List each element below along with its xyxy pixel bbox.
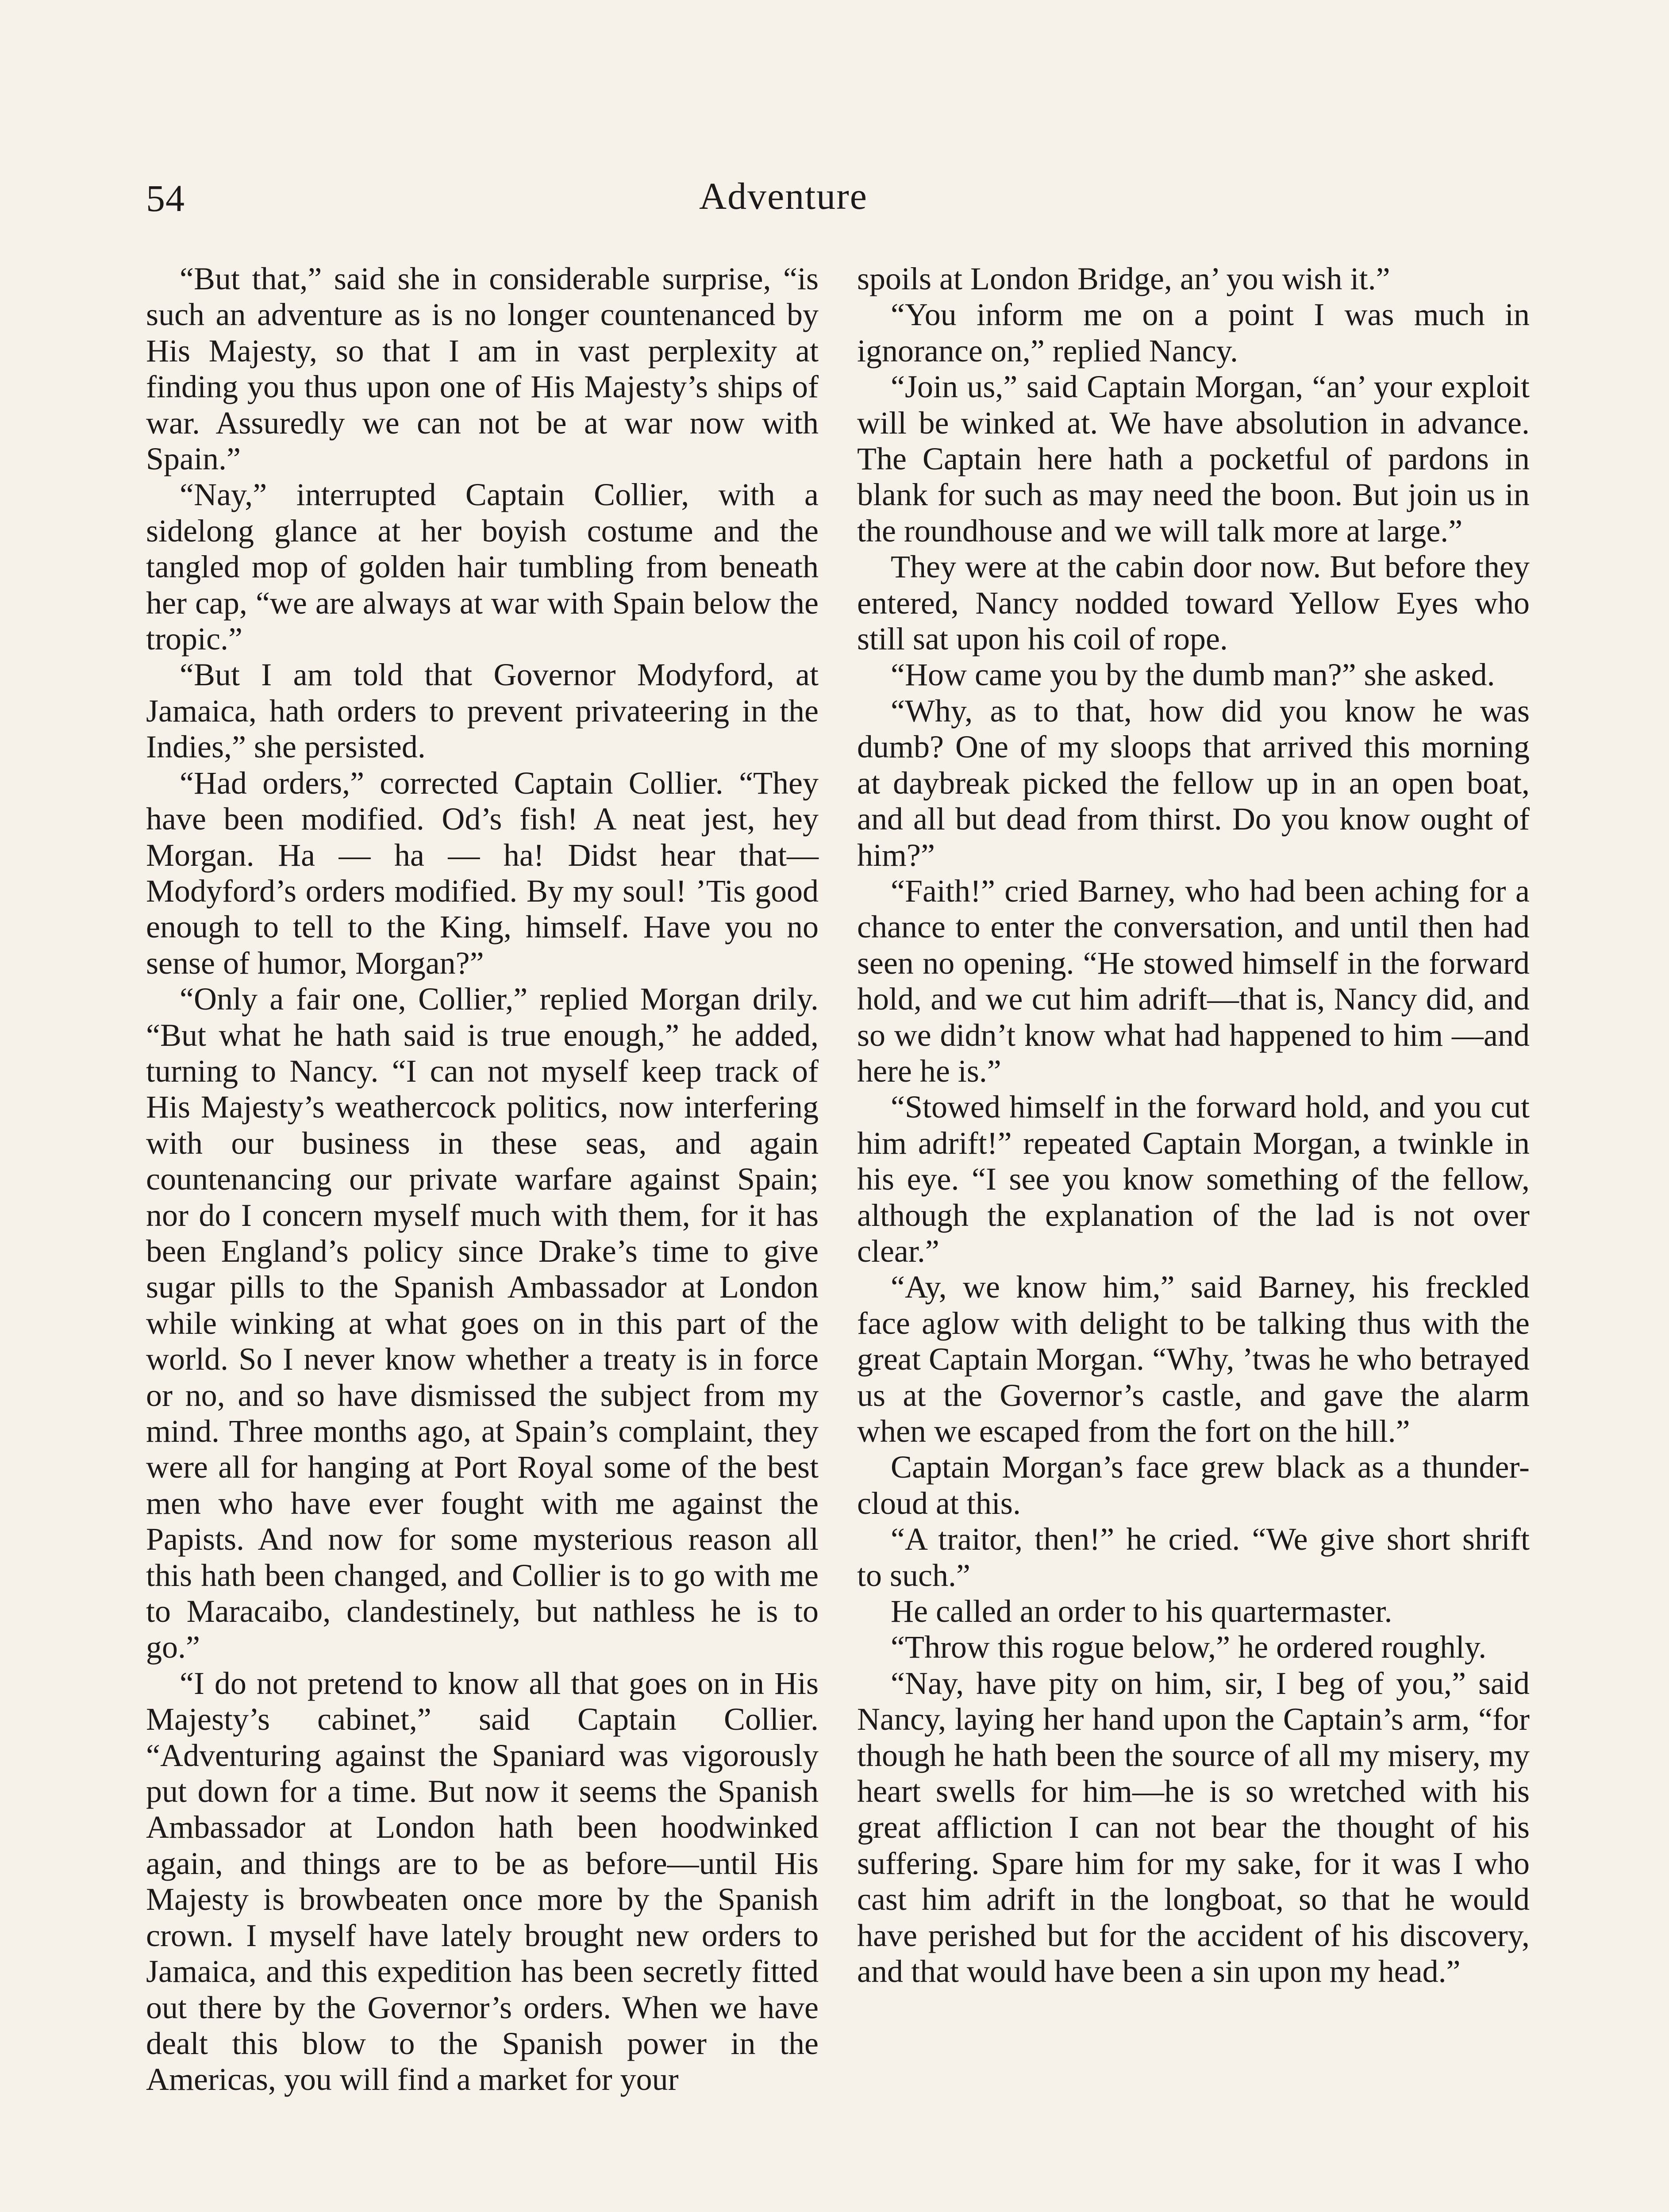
paragraph: “How came you by the dumb man?” she asked. xyxy=(891,657,1495,693)
paragraph: They were at the cabin door now. But before they entered, Nancy nodded toward Yellow Eyes who still sat upon his coil of rope. xyxy=(857,549,1530,657)
paragraph: “But that,” said she in considerable surprise, “is such an adventure as is no longer countenanced by His Majesty, so that I am in vast perplexity at finding you thus upon one of His Majesty’s ships of war. Assuredly we can not be at war now with Spain.” xyxy=(146,261,819,477)
paragraph: “Ay, we know him,” said Barney, his freckled face aglow with delight to be talking thus with the great Captain Morgan. “Why, ’twas he who betrayed us at the Governor’s castle, and gave the alarm when we escaped from the fort on the hill.” xyxy=(857,1269,1530,1449)
paragraph: “Join us,” said Captain Morgan, “an’ your exploit will be winked at. We have absolution in advance. The Captain here hath a pocketful of pardons in blank for such as may need the boon. But join us in the roundhouse and we will talk more at large.” xyxy=(857,369,1530,549)
paragraph: Captain Morgan’s face grew black as a thunder-cloud at this. xyxy=(857,1449,1530,1521)
paragraph: “But I am told that Governor Modyford, at Jamaica, hath orders to prevent privateering in the Indies,” she persisted. xyxy=(146,657,819,765)
page-number: 54 xyxy=(146,177,185,219)
paragraph: “A traitor, then!” he cried. “We give short shrift to such.” xyxy=(857,1521,1530,1593)
paragraph: “Nay, have pity on him, sir, I beg of you,” said Nancy, laying her hand upon the Captain’s arm, “for though he hath been the source of all my misery, my heart swells for him—he is so wretched with his great affliction I can not bear the thought of his suffering. Spare him for my sake, for it was I who cast him adrift in the longboat, so that he would have perished but for the accident of his discovery, and that would have been a sin upon my head.” xyxy=(857,1665,1530,1989)
paragraph: “Only a fair one, Collier,” replied Morgan drily. “But what he hath said is true enough,” he added, turning to Nancy. “I can not myself keep track of His Majesty’s weathercock politics, now interfering with our business in these seas, and again countenancing our private warfare against Spain; nor do I concern myself much with them, for it has been England’s policy since Drake’s time to give sugar pills to the Spanish Ambassador at London while winking at what goes on in this part of the world. So I never know whether a treaty is in force or no, and so have dismissed the subject from my mind. Three months ago, at Spain’s complaint, they were all for hanging at Port Royal some of the best men who have ever fought with me against the Papists. And now for some mysterious reason all this hath been changed, and Collier is to go with me to Maracaibo, clandestinely, but nathless he is to go.” xyxy=(146,981,819,1665)
paragraph: “Throw this rogue below,” he ordered roughly. xyxy=(891,1629,1487,1665)
running-head-title: Adventure xyxy=(699,175,868,217)
paragraph: “Had orders,” corrected Captain Collier. “They have been modified. Od’s fish! A neat jest, hey Morgan. Ha — ha — ha! Didst hear that—Modyford’s orders modified. By my soul! ’Tis good enough to tell to the King, himself. Have you no sense of humor, Morgan?” xyxy=(146,765,819,981)
right-column xyxy=(857,261,1530,1990)
paragraph: “Stowed himself in the forward hold, and you cut him adrift!” repeated Captain Morgan, a twinkle in his eye. “I see you know something of the fellow, although the explanation of the lad is not over clear.” xyxy=(857,1089,1530,1269)
paragraph: “Why, as to that, how did you know he was dumb? One of my sloops that arrived this morning at daybreak picked the fellow up in an open boat, and all but dead from thirst. Do you know ought of him?” xyxy=(857,693,1530,873)
paragraph: “Nay,” interrupted Captain Collier, with a sidelong glance at her boyish costume and the tangled mop of golden hair tumbling from beneath her cap, “we are always at war with Spain below the tropic.” xyxy=(146,477,819,657)
paragraph: “Faith!” cried Barney, who had been aching for a chance to enter the conversation, and until then had seen no opening. “He stowed himself in the forward hold, and we cut him adrift—that is, Nancy did, and so we didn’t know what had happened to him —and here he is.” xyxy=(857,873,1530,1089)
paragraph-continuation: spoils at London Bridge, an’ you wish it.” xyxy=(857,261,1390,296)
paragraph: “You inform me on a point I was much in ignorance on,” replied Nancy. xyxy=(857,297,1530,369)
paragraph: “I do not pretend to know all that goes on in His Majesty’s cabinet,” said Captain Collier. “Adventuring against the Spaniard was vigorously put down for a time. But now it seems the Spanish Ambassador at London hath been hoodwinked again, and things are to be as before—until His Majesty is browbeaten once more by the Spanish crown. I myself have lately brought new orders to Jamaica, and this expedition has been secretly fitted out there by the Governor’s orders. When we have dealt this blow to the Spanish power in the Americas, you will find a market for your xyxy=(146,1665,819,2097)
paragraph: He called an order to his quartermaster. xyxy=(891,1594,1392,1629)
left-column xyxy=(146,261,819,2098)
